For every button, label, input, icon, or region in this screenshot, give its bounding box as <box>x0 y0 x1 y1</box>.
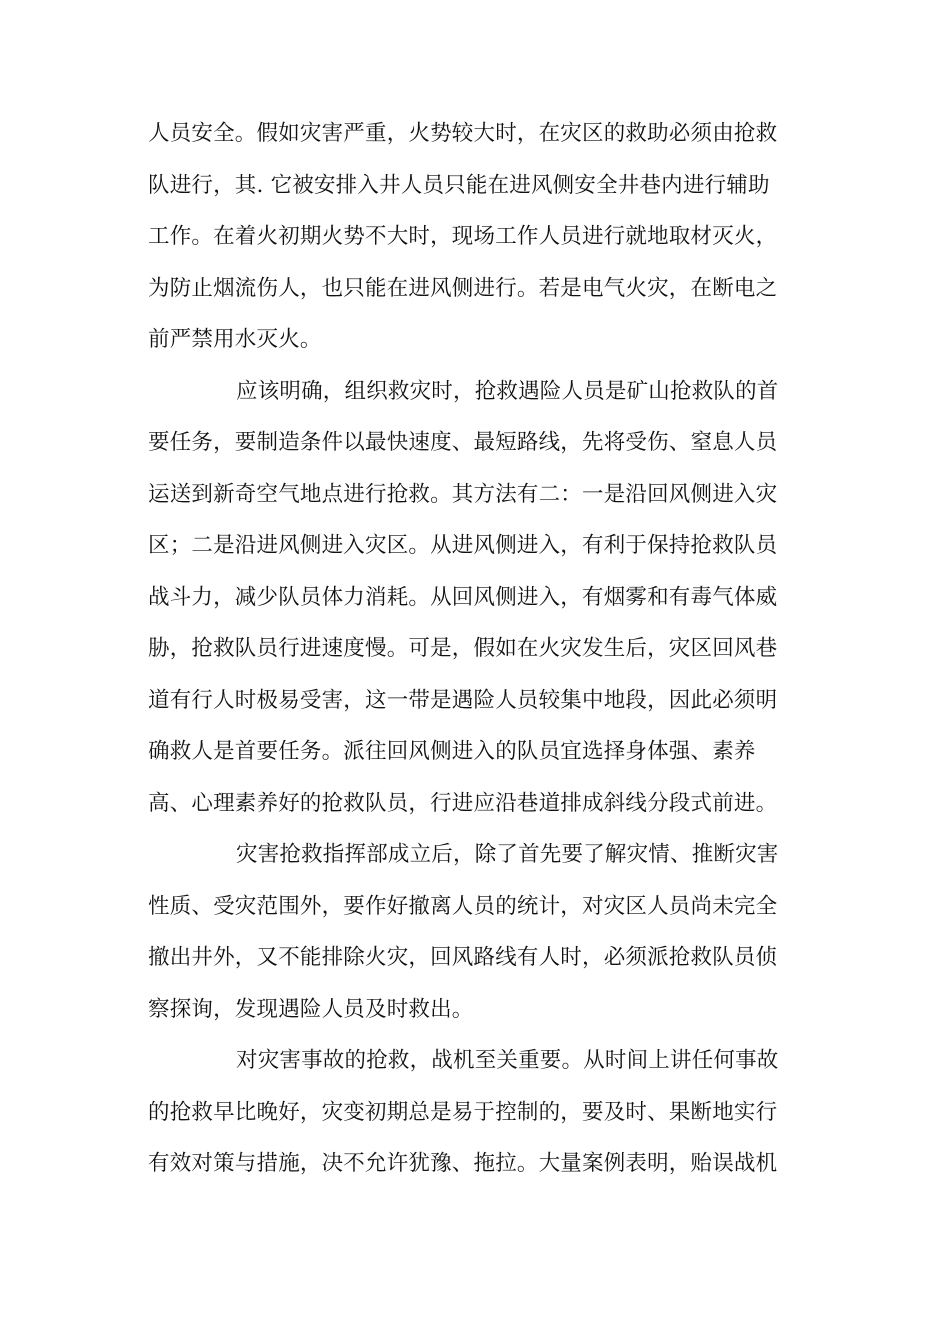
text-line: 性质、受灾范围外，要作好撤离人员的统计，对灾区人员尚未完全 <box>148 893 778 919</box>
text-line: 前严禁用水灭火。 <box>148 327 322 352</box>
text-line: 要任务，要制造条件以最快速度、最短路线，先将受伤、窒息人员 <box>148 430 778 455</box>
paragraph-2 <box>148 366 802 830</box>
text-line: 区；二是沿进风侧进入灾区。从进风侧进入，有利于保持抢救队员 <box>148 533 778 558</box>
text-line: 应该明确，组织救灾时，抢救遇险人员是矿山抢救队的首 <box>236 378 779 404</box>
document-body <box>148 108 802 1190</box>
text-line: 战斗力，减少队员体力消耗。从回风侧进入，有烟雾和有毒气体威 <box>148 584 778 610</box>
text-line: 灾害抢救指挥部成立后，除了首先要了解灾情、推断灾害 <box>236 842 779 867</box>
text-line: 有效对策与措施，决不允许犹豫、拖拉。大量案例表明，贻误战机 <box>148 1151 778 1176</box>
paragraph-4 <box>148 1035 802 1190</box>
text-line: 确救人是首要任务。派往回风侧进入的队员宜选择身体强、素养 <box>148 739 756 764</box>
text-line: 运送到新奇空气地点进行抢救。其方法有二：一是沿回风侧进入灾 <box>148 481 778 507</box>
text-line: 察探询，发现遇险人员及时救出。 <box>148 996 474 1022</box>
text-line: 为防止烟流伤人，也只能在进风侧进行。若是电气火灾，在断电之 <box>148 275 778 301</box>
paragraph-1 <box>148 108 802 366</box>
paragraph-3 <box>148 829 802 1035</box>
text-line: 工作。在着火初期火势不大时，现场工作人员进行就地取材灭火， <box>148 224 778 249</box>
text-line: 胁，抢救队员行进速度慢。可是，假如在火灾发生后，灾区回风巷 <box>148 636 778 661</box>
text-line: 对灾害事故的抢救，战机至关重要。从时间上讲任何事故 <box>236 1048 779 1073</box>
text-line: 高、心理素养好的抢救队员，行进应沿巷道排成斜线分段式前进。 <box>148 790 778 816</box>
text-line: 人员安全。假如灾害严重，火势较大时，在灾区的救助必须由抢救 <box>148 121 778 146</box>
text-line: 道有行人时极易受害，这一带是遇险人员较集中地段，因此必须明 <box>148 687 778 713</box>
text-line: 撤出井外，又不能排除火灾，回风路线有人时，必须派抢救队员侦 <box>148 945 778 970</box>
text-line: 队进行，其. 它被安排入井人员只能在进风侧安全井巷内进行辅助 <box>148 172 770 198</box>
text-line: 的抢救早比晚好，灾变初期总是易于控制的，要及时、果断地实行 <box>148 1099 778 1125</box>
